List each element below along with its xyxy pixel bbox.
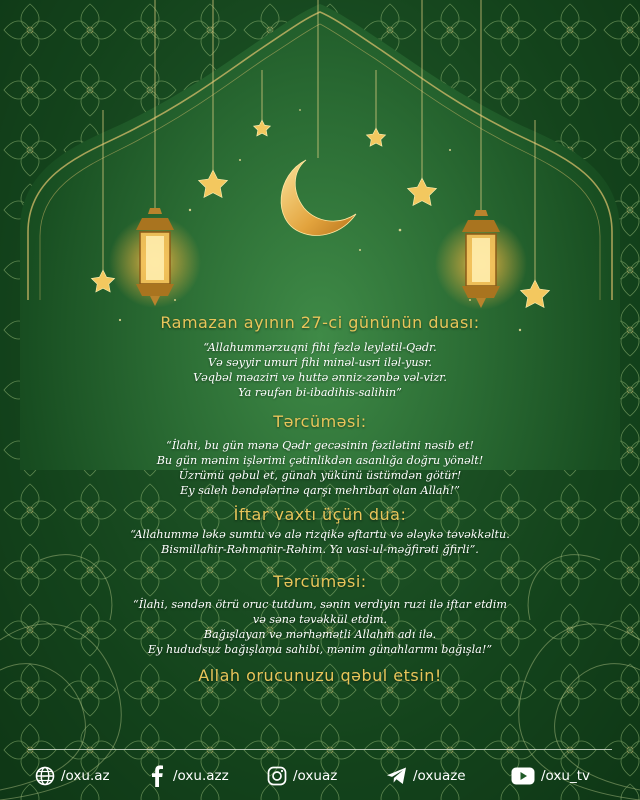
footer-link-website[interactable] bbox=[34, 762, 110, 790]
footer-link-label: /oxuaz bbox=[293, 768, 338, 784]
translation-line: və sənə təvəkkül etdim. bbox=[252, 613, 388, 626]
translation-line: Ey hududsuz bağışlama sahibi, mənim günahlarımı bağışla!” bbox=[147, 643, 493, 656]
footer-divider bbox=[28, 749, 612, 750]
footer-link-instagram[interactable] bbox=[266, 762, 337, 790]
footer-link-telegram[interactable] bbox=[386, 762, 466, 790]
iftar-line: “Allahummə ləkə sumtu və alə rizqikə əftartu və ələykə təvəkkəltu. bbox=[130, 528, 510, 541]
translation-line: Üzrümü qəbul et, günah yükünü üstümdən götür! bbox=[178, 469, 462, 482]
dua-line: Vəqbəl məaziri və huttə ənniz-zənbə vəl-vizr. bbox=[193, 371, 447, 384]
facebook-icon bbox=[146, 765, 168, 787]
translation-line: Bağışlayan və mərhəmətli Allahın adı ilə. bbox=[203, 628, 437, 641]
footer-link-facebook[interactable] bbox=[146, 762, 229, 790]
translation-text-2 bbox=[0, 597, 640, 657]
crescent-moon bbox=[281, 160, 356, 235]
footer-link-youtube[interactable] bbox=[510, 762, 590, 790]
translation-heading-2: Tərcüməsi: bbox=[273, 572, 367, 591]
dua-text bbox=[0, 340, 640, 400]
iftar-line: Bismillahir-Rəhmanir-Rəhim. Ya vasi-ul-məğfirəti ğfirli”. bbox=[161, 543, 479, 556]
footer-link-label: /oxuaze bbox=[413, 768, 466, 784]
page-title: Ramazan ayının 27-ci gününün duası: bbox=[160, 313, 480, 332]
translation-heading: Tərcüməsi: bbox=[273, 412, 367, 431]
translation-line: Bu gün mənim işlərimi çətinlikdən asanlığa doğru yönəlt! bbox=[156, 454, 484, 467]
youtube-icon bbox=[510, 765, 536, 787]
lantern-right bbox=[435, 210, 527, 310]
translation-text bbox=[0, 438, 640, 498]
dua-line: Ya rəufən bi-ibadihis-salihin” bbox=[238, 386, 402, 399]
lantern-left bbox=[109, 208, 201, 308]
translation-line: “İlahi, səndən ötrü oruc tutdum, sənin verdiyin ruzi ilə iftar etdim bbox=[133, 598, 507, 611]
translation-line: “İlahi, bu gün mənə Qədr gecəsinin fəzilətini nəsib et! bbox=[166, 439, 474, 452]
dua-line: Və səyyir umuri fihi minəl-usri iləl-yusr. bbox=[208, 356, 432, 369]
footer-link-label: /oxu.az bbox=[61, 768, 110, 784]
telegram-icon bbox=[386, 765, 408, 787]
translation-line: Ey saleh bəndələrinə qarşı mehriban olan Allah!” bbox=[180, 484, 460, 497]
iftar-heading: İftar vaxtı üçün dua: bbox=[233, 505, 407, 524]
footer-link-label: /oxu.azz bbox=[173, 768, 229, 784]
iftar-text bbox=[0, 527, 640, 557]
closing-wish: Allah orucunuzu qəbul etsin! bbox=[198, 666, 442, 685]
dua-line: “Allahummərzuqni fihi fəzlə leylətil-Qədr. bbox=[203, 341, 437, 354]
globe-icon bbox=[34, 765, 56, 787]
footer-link-label: /oxu_tv bbox=[541, 768, 590, 784]
instagram-icon bbox=[266, 765, 288, 787]
